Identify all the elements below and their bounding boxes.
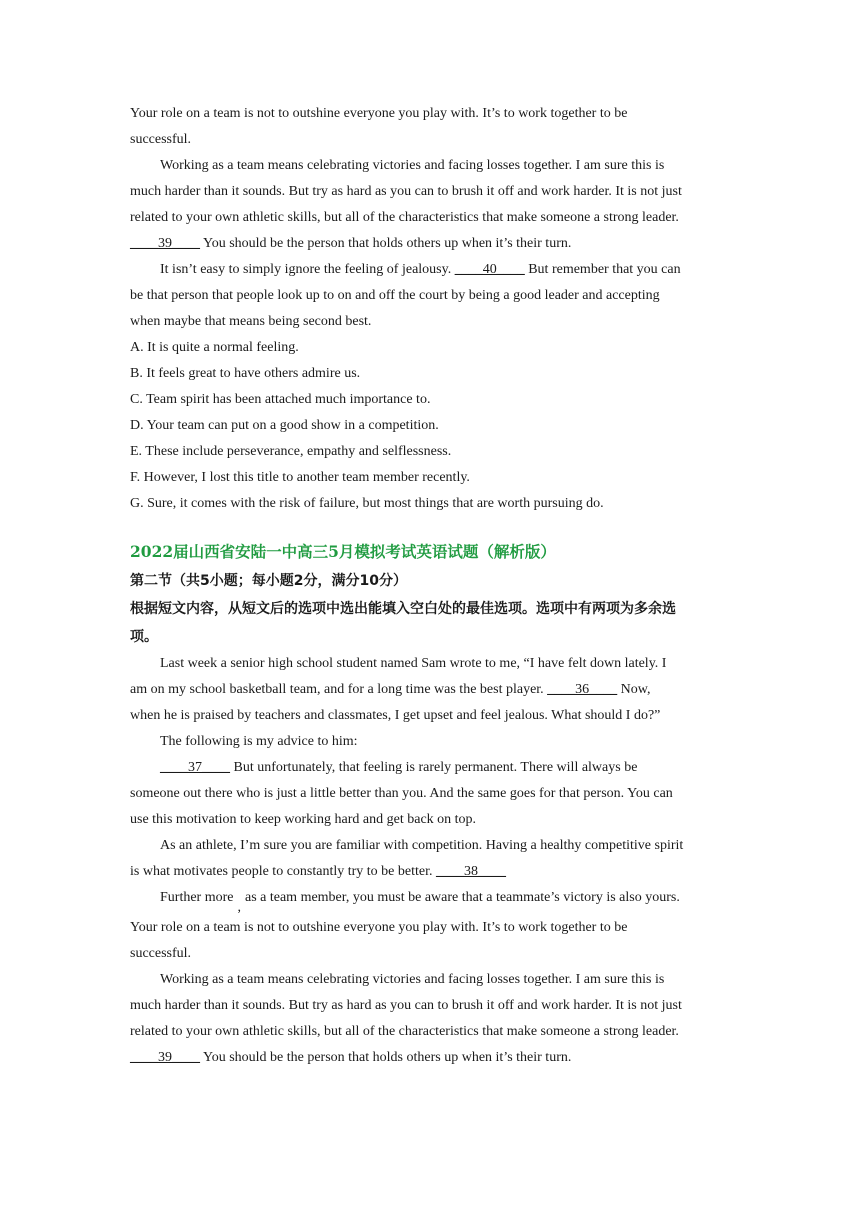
text-fragment: is what motivates people to constantly try to be better. [130,864,436,879]
text-line [130,677,730,703]
option-e: E. These include perseverance, empathy and selflessness. [130,444,452,459]
answer-blank-39: ____39____ [130,236,200,251]
option-g: G. Sure, it comes with the risk of failure, but most things that are worth pursuing do. [130,496,604,511]
answer-blank-39: ____39____ [130,1050,200,1065]
answer-blank-37: ____37____ [160,760,230,775]
text-line: Your role on a team is not to outshine everyone you play with. It’s to work together to be [130,106,628,121]
text-fragment: Now, [617,682,651,697]
text-line [130,885,730,915]
text-line: Working as a team means celebrating victories and facing losses together. I am sure this is [160,158,665,173]
section-title: 2022届山西省安陆一中高三5月模拟考试英语试题（解析版） [130,542,556,561]
option-a: A. It is quite a normal feeling. [130,340,299,355]
text-line [130,755,730,781]
document-content [130,101,730,1071]
text-line: related to your own athletic skills, but all of the characteristics that make someone a strong leader. [130,210,679,225]
text-fragment: It isn’t easy to simply ignore the feeling of jealousy. [160,262,455,277]
text-line [130,231,730,257]
text-line: related to your own athletic skills, but all of the characteristics that make someone a strong leader. [130,1024,679,1039]
text-line: when he is praised by teachers and classmates, I get upset and feel jealous. What should I do?” [130,708,661,723]
options-list [130,335,730,517]
text-line: Your role on a team is not to outshine everyone you play with. It’s to work together to be [130,920,628,935]
text-line [130,1045,730,1071]
option-f: F. However, I lost this title to another team member recently. [130,470,470,485]
option-b: B. It feels great to have others admire us. [130,366,361,381]
answer-blank-38: ____38____ [436,864,506,879]
text-line [130,859,730,885]
text-line [130,257,730,283]
option-c: C. Team spirit has been attached much importance to. [130,392,431,407]
text-line: much harder than it sounds. But try as hard as you can to brush it off and work harder. It is not just [130,998,682,1013]
text-fragment: You should be the person that holds others up when it’s their turn. [200,236,572,251]
answer-blank-40: ____40____ [454,262,525,277]
text-line: use this motivation to keep working hard and get back on top. [130,812,477,827]
option-d: D. Your team can put on a good show in a competition. [130,418,439,433]
text-line: Last week a senior high school student named Sam wrote to me, “I have felt down lately. I [160,656,667,671]
stray-comma: , [237,900,241,915]
text-fragment: am on my school basketball team, and for a long time was the best player. [130,682,548,697]
instruction-line: 根据短文内容，从短文后的选项中选出能填入空白处的最佳选项。选项中有两项为多余选 [130,601,676,617]
answer-blank-36: ____36____ [547,682,618,697]
text-line: when maybe that means being second best. [130,314,372,329]
text-fragment: But remember that you can [524,262,681,277]
text-fragment: as a team member, you must be aware that a teammate’s victory is also yours. [244,890,680,905]
text-fragment: But unfortunately, that feeling is rarely permanent. There will always be [230,760,638,775]
text-line: The following is my advice to him: [160,734,358,749]
text-line: Working as a team means celebrating victories and facing losses together. I am sure this is [160,972,665,987]
text-fragment: Further more [160,890,234,905]
text-line: someone out there who is just a little better than you. And the same goes for that person. You can [130,786,673,801]
text-line: much harder than it sounds. But try as hard as you can to brush it off and work harder. It is not just [130,184,682,199]
text-fragment: You should be the person that holds others up when it’s their turn. [200,1050,572,1065]
text-line: be that person that people look up to on and off the court by being a good leader and accepting [130,288,660,303]
text-line: successful. [130,946,192,961]
text-line: As an athlete, I’m sure you are familiar with competition. Having a healthy competitive spirit [160,838,684,853]
instruction-line: 项。 [130,629,158,645]
text-line: successful. [130,132,192,147]
section-subtitle: 第二节（共5小题；每小题2分，满分10分） [130,573,407,589]
